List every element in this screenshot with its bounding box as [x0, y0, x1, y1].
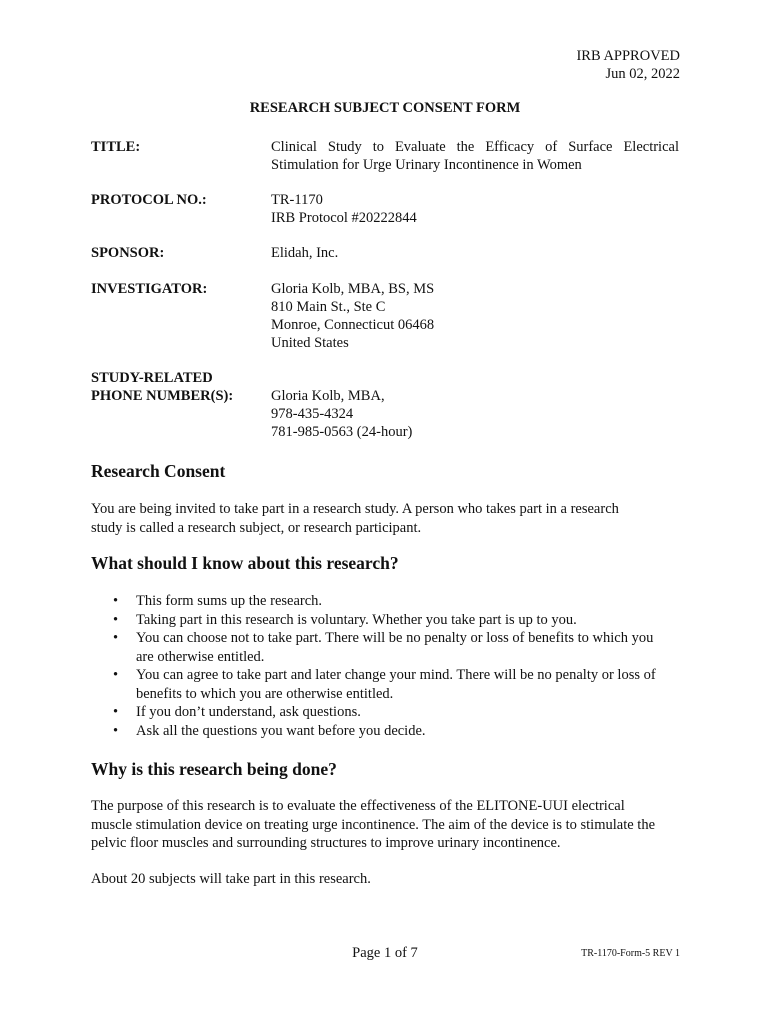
title-label: TITLE:: [91, 139, 141, 155]
phone-value: [271, 387, 679, 441]
irb-date: Jun 02, 2022: [605, 66, 680, 82]
irb-status: IRB APPROVED: [576, 48, 680, 64]
bullet-glyph: •: [113, 611, 119, 628]
sponsor-name: Elidah, Inc.: [271, 245, 339, 261]
investigator-label: INVESTIGATOR:: [91, 281, 208, 297]
phone-number-primary: 978-435-4324: [271, 406, 354, 422]
what-to-know-heading: What should I know about this research?: [91, 553, 399, 573]
purpose-paragraph: [91, 797, 683, 853]
research-consent-paragraph: [91, 500, 683, 537]
protocol-value: [271, 191, 679, 227]
paragraph-line: study is called a research subject, or research participant.: [91, 519, 422, 536]
list-item: [91, 592, 683, 611]
list-item-line: Taking part in this research is voluntary. Whether you take part is up to you.: [136, 611, 577, 628]
title-line: Stimulation for Urge Urinary Incontinence in Women: [271, 157, 582, 173]
investigator-street: 810 Main St., Ste C: [271, 299, 386, 315]
list-item-line: benefits to which you are otherwise entitled.: [136, 685, 394, 702]
investigator-value: [271, 280, 679, 352]
paragraph-line: The purpose of this research is to evaluate the effectiveness of the ELITONE-UUI electrical: [91, 798, 625, 814]
phone-label-line: STUDY-RELATED: [91, 370, 213, 386]
paragraph-line: About 20 subjects will take part in this research.: [91, 871, 371, 887]
list-item: [91, 703, 683, 722]
paragraph-line: muscle stimulation device on treating urge incontinence. The aim of the device is to stimulate the: [91, 816, 655, 833]
list-item-line: This form sums up the research.: [136, 593, 323, 609]
phone-contact-name: Gloria Kolb, MBA,: [271, 388, 385, 404]
form-title: RESEARCH SUBJECT CONSENT FORM: [249, 100, 521, 116]
phone-label: [91, 369, 233, 405]
bullet-glyph: •: [113, 722, 119, 739]
irb-approval-stamp: [576, 47, 680, 83]
investigator-country: United States: [271, 335, 349, 351]
title-line: Clinical Study to Evaluate the Efficacy of Surface Electrical: [271, 139, 679, 155]
bullet-glyph: •: [113, 630, 119, 646]
form-revision-code: TR-1170-Form-5 REV 1: [581, 948, 680, 959]
phone-number-24hour: 781-985-0563 (24-hour): [271, 424, 413, 440]
list-item: [91, 629, 683, 666]
research-consent-heading: Research Consent: [91, 461, 226, 481]
bullet-glyph: •: [113, 667, 119, 683]
bullet-glyph: •: [113, 704, 119, 720]
what-to-know-list: [91, 592, 683, 740]
list-item-line: If you don’t understand, ask questions.: [136, 704, 361, 720]
bullet-glyph: •: [113, 593, 119, 609]
paragraph-line: You are being invited to take part in a research study. A person who takes part in a research: [91, 501, 619, 517]
subjects-paragraph: [91, 870, 683, 889]
page-number: Page 1 of 7: [352, 945, 418, 961]
title-value: [271, 138, 679, 174]
sponsor-value: [271, 244, 679, 262]
investigator-name: Gloria Kolb, MBA, BS, MS: [271, 281, 435, 297]
list-item: [91, 666, 683, 703]
list-item-line: You can agree to take part and later change your mind. There will be no penalty or loss of: [136, 667, 656, 683]
protocol-label: PROTOCOL NO.:: [91, 192, 207, 208]
protocol-number: TR-1170: [271, 192, 323, 208]
phone-label-line: PHONE NUMBER(S):: [91, 388, 234, 404]
sponsor-label: SPONSOR:: [91, 245, 165, 261]
list-item-line: are otherwise entitled.: [136, 648, 265, 665]
list-item-line: Ask all the questions you want before you decide.: [136, 722, 426, 739]
why-research-heading: Why is this research being done?: [91, 759, 337, 779]
investigator-city: Monroe, Connecticut 06468: [271, 317, 435, 333]
list-item: [91, 611, 683, 630]
list-item: [91, 722, 683, 741]
paragraph-line: pelvic floor muscles and surrounding structures to improve urinary incontinence.: [91, 835, 561, 851]
list-item-line: You can choose not to take part. There will be no penalty or loss of benefits to which you: [136, 630, 654, 646]
irb-protocol-number: IRB Protocol #20222844: [271, 210, 417, 226]
